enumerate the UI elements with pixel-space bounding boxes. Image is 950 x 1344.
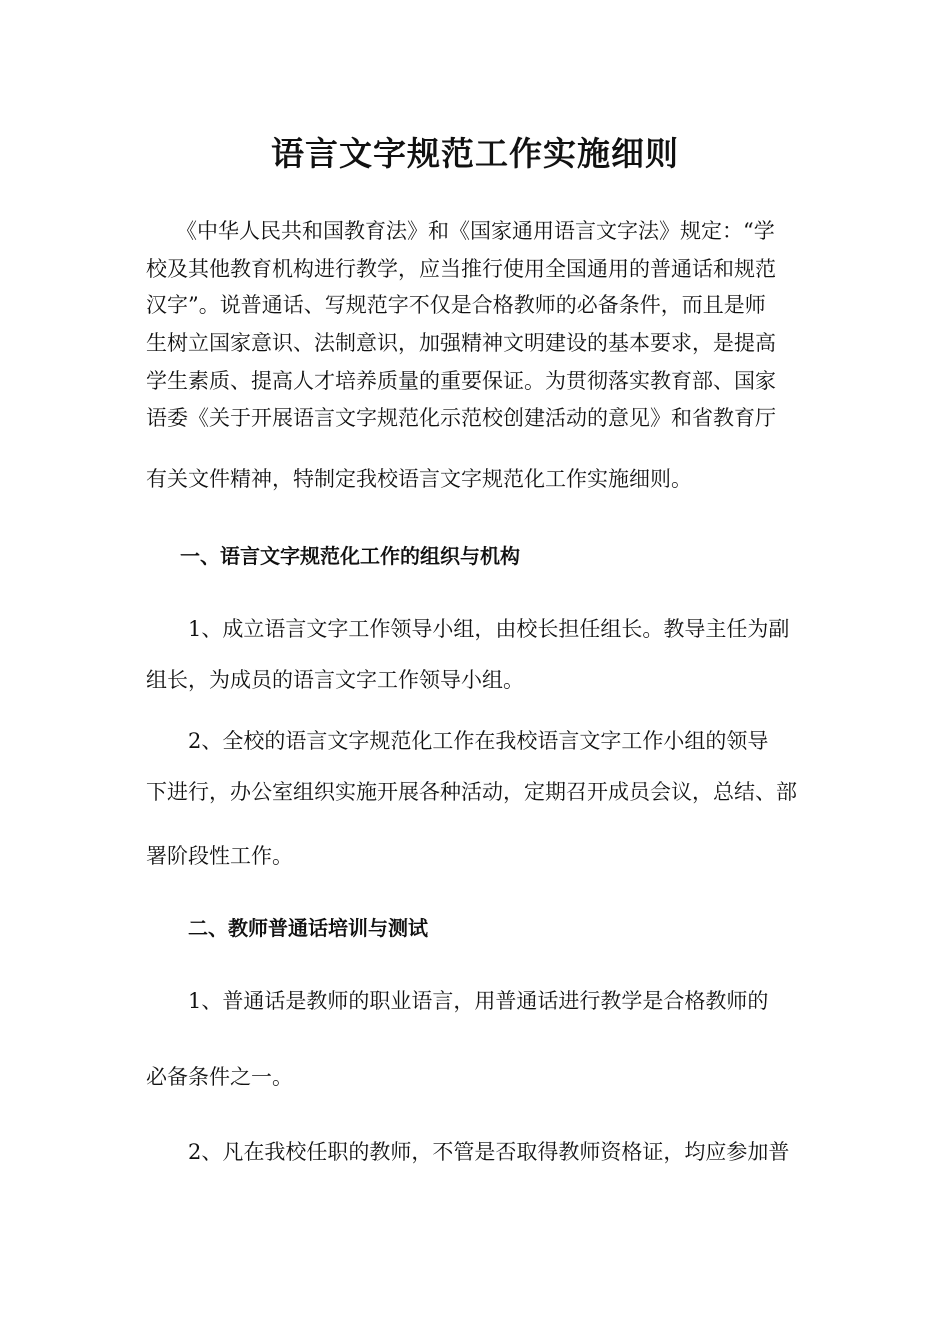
section-heading: 二、教师普通话培训与测试: [188, 916, 428, 940]
intro-line: 汉字”。说普通话、写规范字不仅是合格教师的必备条件，而且是师: [146, 293, 766, 317]
list-item-line: 2、凡在我校任职的教师，不管是否取得教师资格证，均应参加普: [188, 1140, 790, 1164]
intro-line: 有关文件精神，特制定我校语言文字规范化工作实施细则。: [146, 467, 692, 491]
list-item-line: 1、成立语言文字工作领导小组，由校长担任组长。教导主任为副: [188, 617, 790, 641]
list-item-line: 2、全校的语言文字规范化工作在我校语言文字工作小组的领导: [188, 729, 769, 753]
list-item-line: 下进行，办公室组织实施开展各种活动，定期召开成员会议，总结、部: [146, 780, 797, 804]
list-item-line: 必备条件之一。: [146, 1065, 293, 1089]
intro-line: 生树立国家意识、法制意识，加强精神文明建设的基本要求，是提高: [146, 331, 776, 355]
list-item-line: 组长，为成员的语言文字工作领导小组。: [146, 668, 524, 692]
list-item-line: 署阶段性工作。: [146, 844, 293, 868]
section-heading: 一、语言文字规范化工作的组织与机构: [180, 544, 520, 568]
list-item-line: 1、普通话是教师的职业语言，用普通话进行教学是合格教师的: [188, 989, 769, 1013]
intro-line: 学生素质、提高人才培养质量的重要保证。为贯彻落实教育部、国家: [146, 369, 776, 393]
document-title: 语言文字规范工作实施细则: [271, 134, 679, 173]
intro-line: 《中华人民共和国教育法》和《国家通用语言文字法》规定：“学: [176, 219, 775, 243]
intro-line: 校及其他教育机构进行教学，应当推行使用全国通用的普通话和规范: [146, 257, 776, 281]
intro-line: 语委《关于开展语言文字规范化示范校创建活动的意见》和省教育厅: [146, 406, 776, 430]
